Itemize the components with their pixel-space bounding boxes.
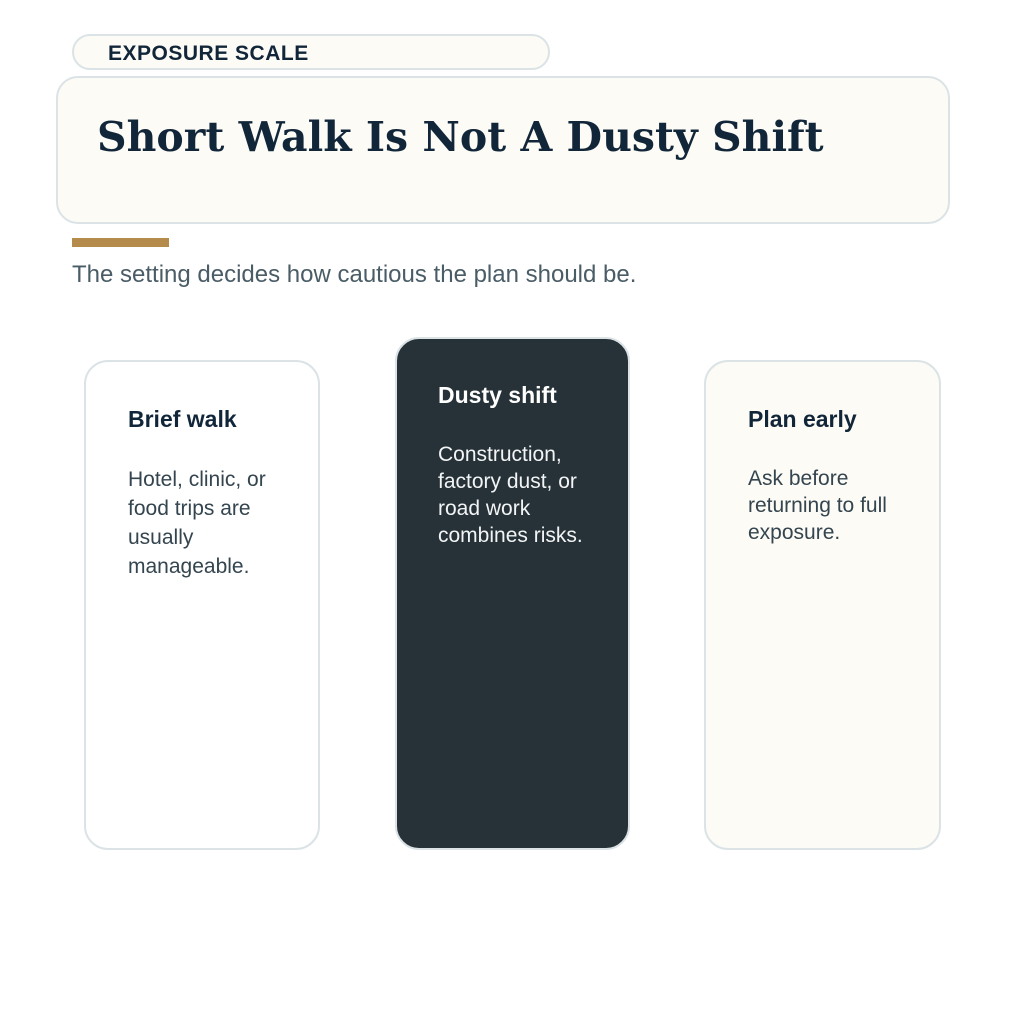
card-plan-early <box>704 360 941 850</box>
card-body: Hotel, clinic, or food trips are usually manageable. <box>128 468 266 578</box>
card-dusty-shift <box>395 337 630 850</box>
card-brief-walk <box>84 360 320 850</box>
card-heading: Brief walk <box>128 406 237 432</box>
accent-rule <box>72 238 169 247</box>
card-heading: Plan early <box>748 406 857 432</box>
eyebrow-label: EXPOSURE SCALE <box>108 42 309 65</box>
card-body: Construction, factory dust, or road work combines risks. <box>438 443 583 547</box>
card-body: Ask before returning to full exposure. <box>748 467 887 544</box>
card-heading: Dusty shift <box>438 382 557 408</box>
page-subtitle: The setting decides how cautious the plan should be. <box>72 261 637 288</box>
page-title: Short Walk Is Not A Dusty Shift <box>97 113 824 161</box>
